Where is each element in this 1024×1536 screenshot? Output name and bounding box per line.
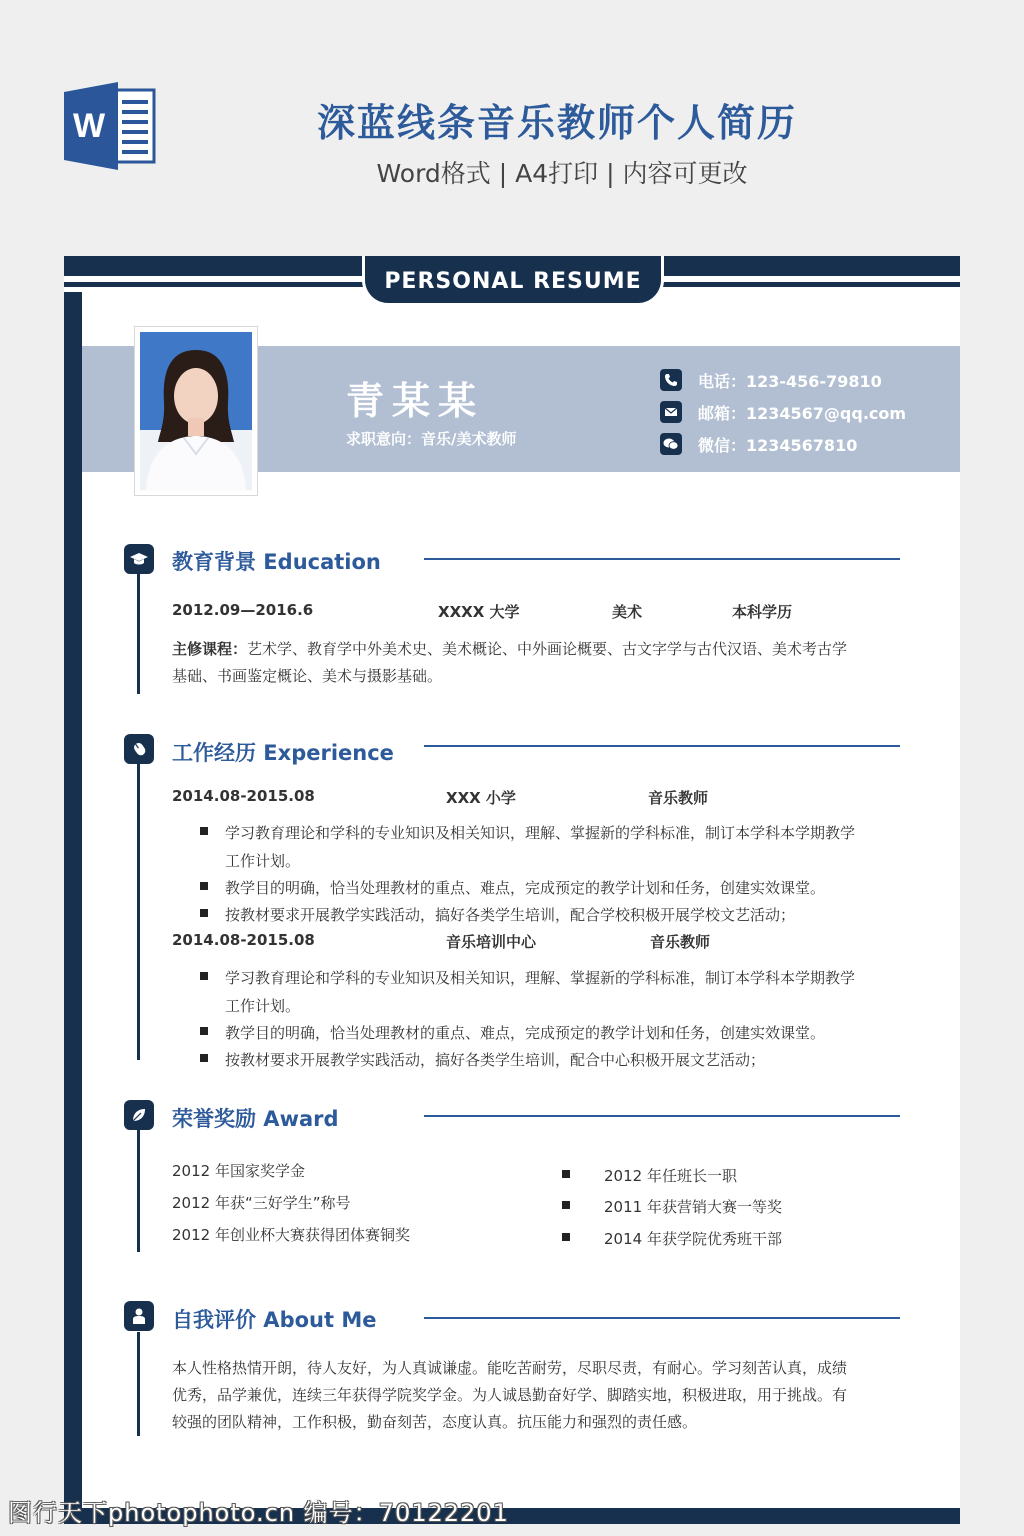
job-bullet: 学习教育理论和学科的专业知识及相关知识，理解、掌握新的学科标准，制订本学科本学期教学 [225,969,856,987]
bullet-icon [562,1201,570,1209]
edu-period: 2012.09—2016.6 [172,601,314,619]
bullet-icon [562,1170,570,1178]
leaf-icon [124,1100,154,1130]
wechat-text: 微信：1234567810 [698,435,858,455]
bullet-icon [200,827,208,835]
person-icon [124,1301,154,1331]
graduation-cap-icon [124,544,154,574]
edu-major: 美术 [612,603,643,621]
about-line: 较强的团队精神，工作积极，勤奋刻苦，态度认真。抗压能力和强烈的责任感。 [172,1413,698,1431]
contact-email [660,400,906,424]
job-period: 2014.08-2015.08 [172,931,315,949]
job-bullet: 教学目的明确，恰当处理教材的重点、难点，完成预定的教学计划和任务，创建实效课堂。 [225,1024,826,1042]
section-title-about: 自我评价 About Me [172,1308,377,1332]
timeline-line [137,574,140,694]
award-item: 2012 年获“三好学生”称号 [172,1194,351,1212]
phone-icon [660,369,682,391]
section-rule [424,1317,900,1319]
watermark: 图行天下photophoto.cn 编号：70122201 [8,1499,509,1527]
bullet-icon [200,882,208,890]
courses-text: 艺术学、教育学中外美术史、美术概论、中外画论概要、古文字学与古代汉语、美术考古学 [247,640,848,658]
bullet-icon [200,972,208,980]
about-line: 本人性格热情开朗，待人友好，为人真诚谦虚。能吃苦耐劳，尽职尽责，有耐心。学习刻苦认真，成绩 [172,1359,848,1377]
candidate-name: 青某某 [346,379,485,423]
svg-text:W: W [72,107,106,145]
bullet-icon [562,1233,570,1241]
wechat-icon [660,433,682,455]
section-title-award: 荣誉奖励 Award [172,1107,339,1131]
job-bullet: 教学目的明确，恰当处理教材的重点、难点，完成预定的教学计划和任务，创建实效课堂。 [225,879,826,897]
mouse-icon [124,734,154,764]
section-rule [424,1115,900,1117]
timeline-line [137,1130,140,1252]
courses-label: 主修课程： [172,640,248,658]
job-role: 音乐教师 [650,933,711,951]
bullet-icon [200,1027,208,1035]
job-period: 2014.08-2015.08 [172,787,315,805]
award-item: 2012 年任班长一职 [604,1167,737,1185]
avatar [140,332,252,490]
job-role: 音乐教师 [648,789,709,807]
mail-icon [660,401,682,423]
edu-courses-line1 [172,638,847,659]
page-title: 深蓝线条音乐教师个人简历 [316,101,797,145]
award-item: 2012 年国家奖学金 [172,1162,305,1180]
edu-school: XXXX 大学 [438,603,520,621]
award-item: 2014 年获学院优秀班干部 [604,1230,782,1248]
left-border [64,292,82,1524]
bullet-icon [200,909,208,917]
about-line: 优秀，品学兼优，连续三年获得学院奖学金。为人诚恳勤奋好学、脚踏实地，积极进取，用于挑战。有 [172,1386,848,1404]
job-bullet: 学习教育理论和学科的专业知识及相关知识，理解、掌握新的学科标准，制订本学科本学期教学 [225,824,856,842]
job-bullet-cont: 工作计划。 [225,852,301,870]
job-intent: 求职意向：音乐/美术教师 [346,430,517,448]
section-rule [424,558,900,560]
job-org: 音乐培训中心 [446,933,537,951]
section-rule [424,745,900,747]
edu-degree: 本科学历 [732,603,793,621]
contact-phone [660,368,882,392]
page-subtitle: Word格式 | A4打印 | 内容可更改 [376,159,748,188]
job-bullet: 按教材要求开展教学实践活动，搞好各类学生培训，配合中心积极开展文艺活动； [225,1051,766,1069]
section-title-experience: 工作经历 Experience [172,741,394,765]
job-bullet: 按教材要求开展教学实践活动，搞好各类学生培训，配合学校积极开展学校文艺活动； [225,906,796,924]
timeline-line [137,1332,140,1436]
timeline-line [137,764,140,1060]
award-item: 2011 年获营销大赛一等奖 [604,1198,782,1216]
resume-badge: PERSONAL RESUME [362,256,664,306]
email-text: 邮箱：1234567@qq.com [698,403,907,423]
bullet-icon [200,1054,208,1062]
contact-wechat [660,432,857,456]
edu-courses-line2: 基础、书画鉴定概论、美术与摄影基础。 [172,667,443,685]
phone-text: 电话：123-456-79810 [698,371,882,391]
section-title-education: 教育背景 Education [172,550,381,574]
job-bullet-cont: 工作计划。 [225,997,301,1015]
award-item: 2012 年创业杯大赛获得团体赛铜奖 [172,1226,410,1244]
job-org: XXX 小学 [446,789,516,807]
